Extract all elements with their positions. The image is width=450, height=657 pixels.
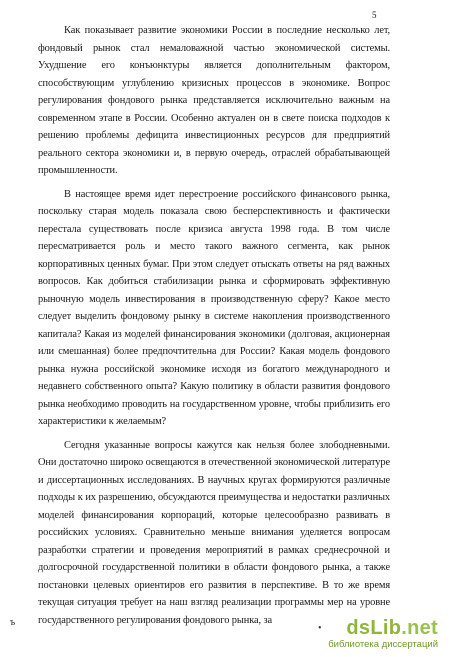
document-body bbox=[38, 22, 390, 635]
stray-mark: • bbox=[318, 623, 322, 634]
watermark-logo bbox=[328, 617, 438, 639]
page-number: 5 bbox=[372, 10, 377, 20]
paragraph-3: Сегодня указанные вопросы кажутся как нельзя более злободневными. Они достаточно широко освещаются в отечественной экономической литературе и диссертационных исследованиях. В научных кругах формируются различные подходы к их разрешению, обсуждаются преимущества и недостатки различных моделей финансирования корпораций, которые целесообразно развивать в российских условиях. Сравнительно меньше внимания уделяется вопросам разработки стратегии и проведения мероприятий в рамках среднесрочной и долгосрочной государственной политики в области фондового рынка, а также постановки целевых ориентиров его развития в перспективе. В то же время текущая ситуация требует на наш взгляд реализации программы мер на уровне государственного регулирования фондового рынка, за bbox=[38, 439, 390, 626]
margin-mark: ъ bbox=[10, 617, 16, 628]
watermark[interactable] bbox=[328, 617, 438, 651]
watermark-logo-tld: .net bbox=[401, 617, 438, 639]
watermark-logo-main: dsLib bbox=[346, 617, 402, 639]
paragraph-1: Как показывает развитие экономики России в последние несколько лет, фондовый рынок стал немаловажной частью экономической системы. Ухудшение его конъюнктуры является дополнительным фактором, способствующим углублению кризисных процессов в экономике. Вопрос регулирования фондового рынка представляется исключительно важным на современном этапе в России. Особенно актуален он в свете поиска подходов к решению проблемы дефицита инвестиционных ресурсов для предприятий реального сектора экономики и, в первую очередь, отраслей обрабатывающей промышленности. bbox=[38, 25, 390, 176]
paragraph-2: В настоящее время идет перестроение российского финансового рынка, поскольку старая модель показала свою бесперспективность и фактически перестала существовать после кризиса августа 1998 года. В том числе пересматривается роль и место такого важного сегмента, как рынок корпоративных ценных бумаг. При этом следует отыскать ответы на ряд важных вопросов. Как добиться стабилизации рынка и сформировать эффективную рыночную модель инвестирования в производственную сферу? Какое место следует выделить фондовому рынку в системе накопления производственного капитала? Какая из моделей финансирования экономики (долговая, акционерная или смешанная) более предпочтительна для России? Какая модель фондового рынка нужна российской экономике исходя из богатого международного и недавнего собственного опыта? Какую политику в области развития фондового рынка необходимо проводить на государственном уровне, чтобы приблизить его характеристики к желаемым? bbox=[38, 188, 390, 427]
watermark-caption: библиотека диссертаций bbox=[328, 639, 438, 650]
